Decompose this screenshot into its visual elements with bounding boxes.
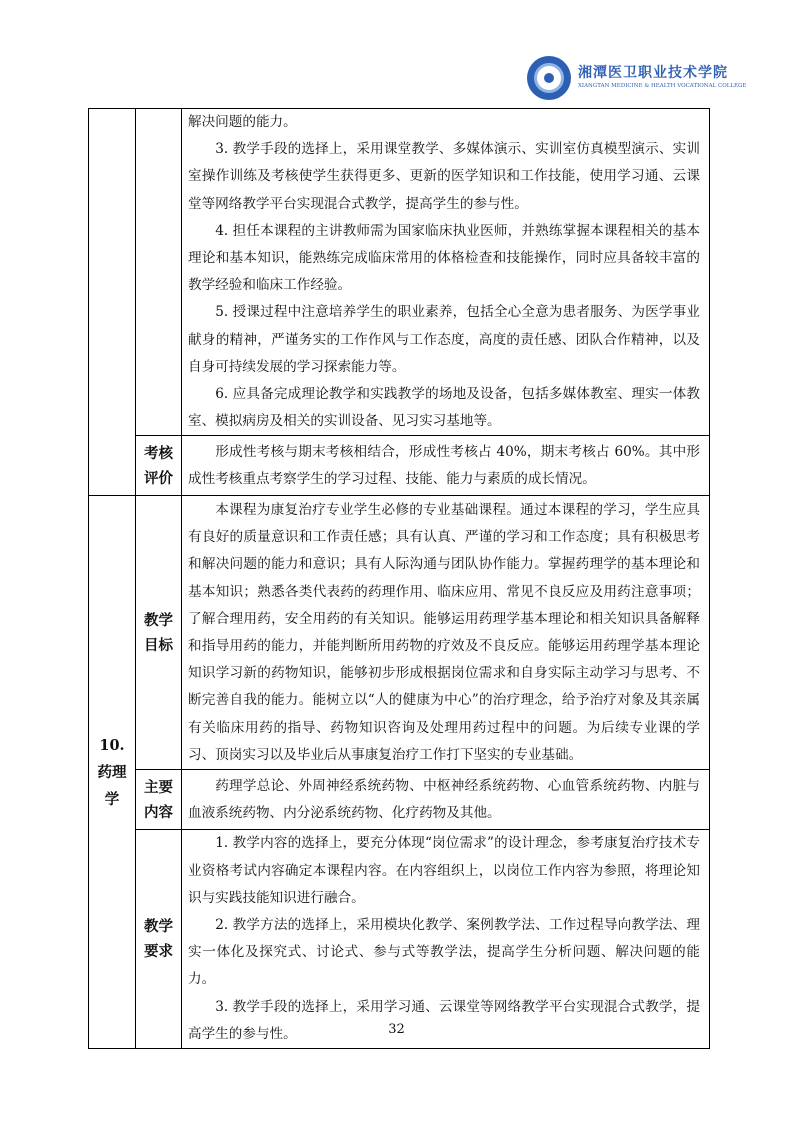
paragraph: 6. 应具备完成理论教学和实践教学的场地及设备，包括多媒体教室、理实一体教室、模拟病房及相关的实训设备、见习实习基地等。	[188, 386, 700, 430]
empty-cell	[136, 109, 182, 436]
assessment-label: 考核 评价	[136, 436, 182, 496]
table-row	[89, 770, 710, 830]
table-row	[89, 496, 710, 770]
paragraph: 3. 教学手段的选择上，采用课堂教学、多媒体演示、实训室仿真模型演示、实训室操作训练及考核使学生获得更多、更新的医学知识和工作技能，使用学习通、云课堂等网络教学平台实现混合式教学，提高学生的参与性。	[188, 141, 700, 212]
paragraph: 2. 教学方法的选择上，采用模块化教学、案例教学法、工作过程导向教学法、理实一体化及探究式、讨论式、参与式等教学法，提高学生分析问题、解决问题的能力。	[188, 917, 700, 988]
objectives-text: 本课程为康复治疗专业学生必修的专业基础课程。通过本课程的学习，学生应具有良好的质量意识和工作责任感；具有认真、严谨的学习和工作态度；具有积极思考和解决问题的能力和意识；具有人际沟通与团队协作能力。掌握药理学的基本理论和基本知识；熟悉各类代表药的药理作用、临床应用、常见不良反应及用药注意事项；了解合理用药，安全用药的有关知识。能够运用药理学基本理论和相关知识具备解释和指导用药的能力，并能判断所用药物的疗效及不良反应。能够运用药理学基本理论知识学习新的药物知识，能够初步形成根据岗位需求和自身实际主动学习与思考、不断完善自我的能力。能树立以“人的健康为中心”的治疗理念，给予治疗对象及其亲属有关临床用药的指导、药物知识咨询及处理用药过程中的问题。为后续专业课的学习、顶岗实习以及毕业后从事康复治疗工作打下坚实的专业基础。	[182, 496, 710, 770]
paragraph: 4. 担任本课程的主讲教师需为国家临床执业医师，并熟练掌握本课程相关的基本理论和基本知识，能熟练完成临床常用的体格检查和技能操作，同时应具备较丰富的教学经验和临床工作经验。	[188, 222, 700, 294]
requirements-label: 教学 要求	[136, 830, 182, 1049]
page-number: 32	[388, 1022, 405, 1037]
objectives-label: 教学 目标	[136, 496, 182, 770]
table-row	[89, 436, 710, 496]
requirements-continued-cell	[182, 109, 710, 436]
school-name-en: XIANGTAN MEDICINE & HEALTH VOCATIONAL COLLEGE	[578, 83, 747, 89]
table-row	[89, 830, 710, 1049]
table-row	[89, 109, 710, 436]
paragraph: 3. 教学手段的选择上，采用学习通、云课堂等网络教学平台实现混合式教学，提高学生的参与性。	[188, 998, 700, 1042]
content-text: 药理学总论、外周神经系统药物、中枢神经系统药物、心血管系统药物、内脏与血液系统药物、内分泌系统药物、化疗药物及其他。	[182, 770, 710, 830]
college-logo	[527, 56, 571, 100]
assessment-text: 形成性考核与期末考核相结合，形成性考核占 40%，期末考核占 60%。其中形成性考核重点考察学生的学习过程、技能、能力与素质的成长情况。	[182, 436, 710, 496]
paragraph: 1. 教学内容的选择上，要充分体现“岗位需求”的设计理念，参考康复治疗技术专业资格考试内容确定本课程内容。在内容组织上，以岗位工作内容为参照，将理论知识与实践技能知识进行融合。	[188, 835, 700, 906]
school-name-cn: 湘潭医卫职业技术学院	[578, 65, 728, 81]
paragraph: 解决问题的能力。	[188, 114, 297, 130]
content-label: 主要 内容	[136, 770, 182, 830]
course-title: 10. 药理 学	[89, 496, 136, 1049]
paragraph: 5. 授课过程中注意培养学生的职业素养，包括全心全意为患者服务、为医学事业献身的精神，严谨务实的工作作风与工作态度，高度的责任感、团队合作精神，以及自身可持续发展的学习探索能力等。	[188, 304, 700, 375]
requirements-text	[182, 830, 710, 1049]
curriculum-table	[88, 108, 710, 1049]
empty-cell	[89, 109, 136, 496]
